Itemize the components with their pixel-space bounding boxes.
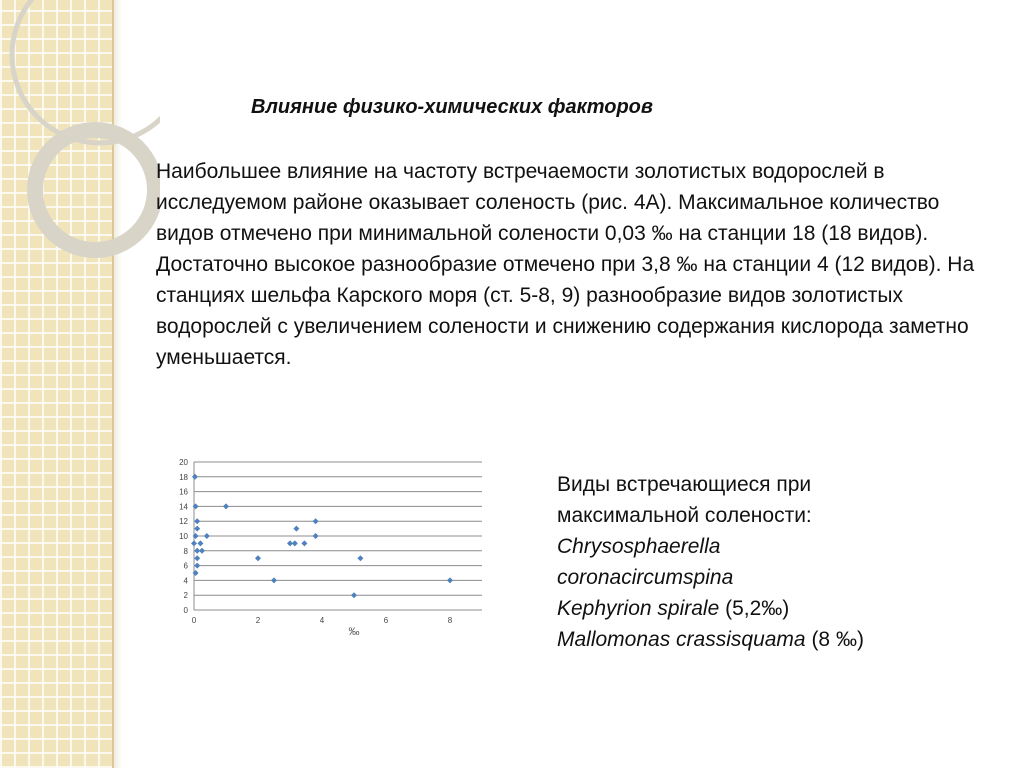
body-paragraph-1: Наибольшее влияние на частоту встречаемости золотистых водорослей в исследуемом районе оказывает соленость (рис. 4А). Максимальное количество видов отмечено при минимальной солености 0,03 ‰ на станции 18 (18 видов).	[156, 160, 940, 245]
data-point-18	[293, 526, 299, 532]
x-tick-label-4: 8	[447, 616, 453, 625]
species-name-2: Kephyrion spirale	[557, 597, 720, 620]
y-tick-label-8: 16	[179, 487, 188, 497]
x-tick-label-2: 4	[319, 616, 325, 625]
body-paragraph-2: Достаточно высокое разнообразие отмечено при 3,8 ‰ на станции 4 (12 видов). На станциях шельфа Карского моря (ст. 5-8, 9) разнообразие видов золотистых водорослей с увеличением солености и снижению содержания кислорода заметно уменьшается.	[156, 253, 975, 369]
slide-title: Влияние физико-химических факторов	[251, 96, 653, 118]
chart-tick-labels	[179, 458, 453, 625]
species-name-1-line-2: coronacircumspina	[557, 566, 734, 589]
data-point-21	[313, 533, 319, 539]
y-tick-label-1: 2	[183, 591, 188, 601]
species-heading-line-2: максимальной солености:	[557, 504, 812, 527]
decorative-ring-large	[12, 0, 160, 143]
y-tick-label-0: 0	[183, 606, 188, 615]
x-tick-label-3: 6	[383, 616, 389, 625]
salinity-scatter-chart	[160, 452, 490, 642]
species-name-3: Mallomonas crassisquama	[557, 628, 806, 651]
data-point-24	[447, 577, 453, 583]
species-item-3	[557, 624, 977, 655]
y-tick-label-9: 18	[179, 472, 188, 482]
data-point-22	[351, 592, 357, 598]
data-point-15	[271, 577, 277, 583]
y-tick-label-2: 4	[183, 576, 188, 586]
y-tick-label-3: 6	[183, 561, 188, 571]
data-point-6	[197, 540, 203, 546]
data-point-9	[194, 555, 200, 561]
data-point-0	[192, 474, 198, 480]
data-point-3	[194, 526, 200, 532]
data-point-19	[301, 540, 307, 546]
species-name-1-line-1: Chrysosphaerella	[557, 535, 721, 558]
species-value-3: (8 ‰)	[805, 628, 864, 651]
data-point-14	[255, 555, 261, 561]
data-point-10	[194, 563, 200, 569]
decorative-rings	[0, 0, 160, 300]
y-tick-label-4: 8	[183, 546, 188, 556]
y-tick-label-6: 12	[179, 517, 188, 527]
data-point-20	[313, 518, 319, 524]
body-text	[156, 156, 976, 373]
data-point-12	[204, 533, 210, 539]
chart-grid	[194, 462, 482, 610]
data-point-2	[194, 518, 200, 524]
y-tick-label-5: 10	[179, 532, 188, 541]
data-point-23	[357, 555, 363, 561]
species-list	[557, 469, 977, 655]
species-value-2: (5,2‰)	[719, 597, 790, 620]
x-tick-label-1: 2	[255, 616, 261, 625]
species-item-2	[557, 593, 977, 624]
species-heading-line-1: Виды встречающиеся при	[557, 473, 812, 496]
data-point-5	[191, 540, 197, 546]
data-point-17	[292, 540, 298, 546]
x-tick-label-0: 0	[191, 616, 197, 625]
chart-x-axis-label: ‰	[348, 626, 360, 638]
decorative-ring-small	[35, 130, 155, 250]
y-tick-label-10: 20	[179, 458, 188, 467]
data-point-13	[223, 503, 229, 509]
data-point-8	[199, 548, 205, 554]
y-tick-label-7: 14	[179, 502, 188, 512]
